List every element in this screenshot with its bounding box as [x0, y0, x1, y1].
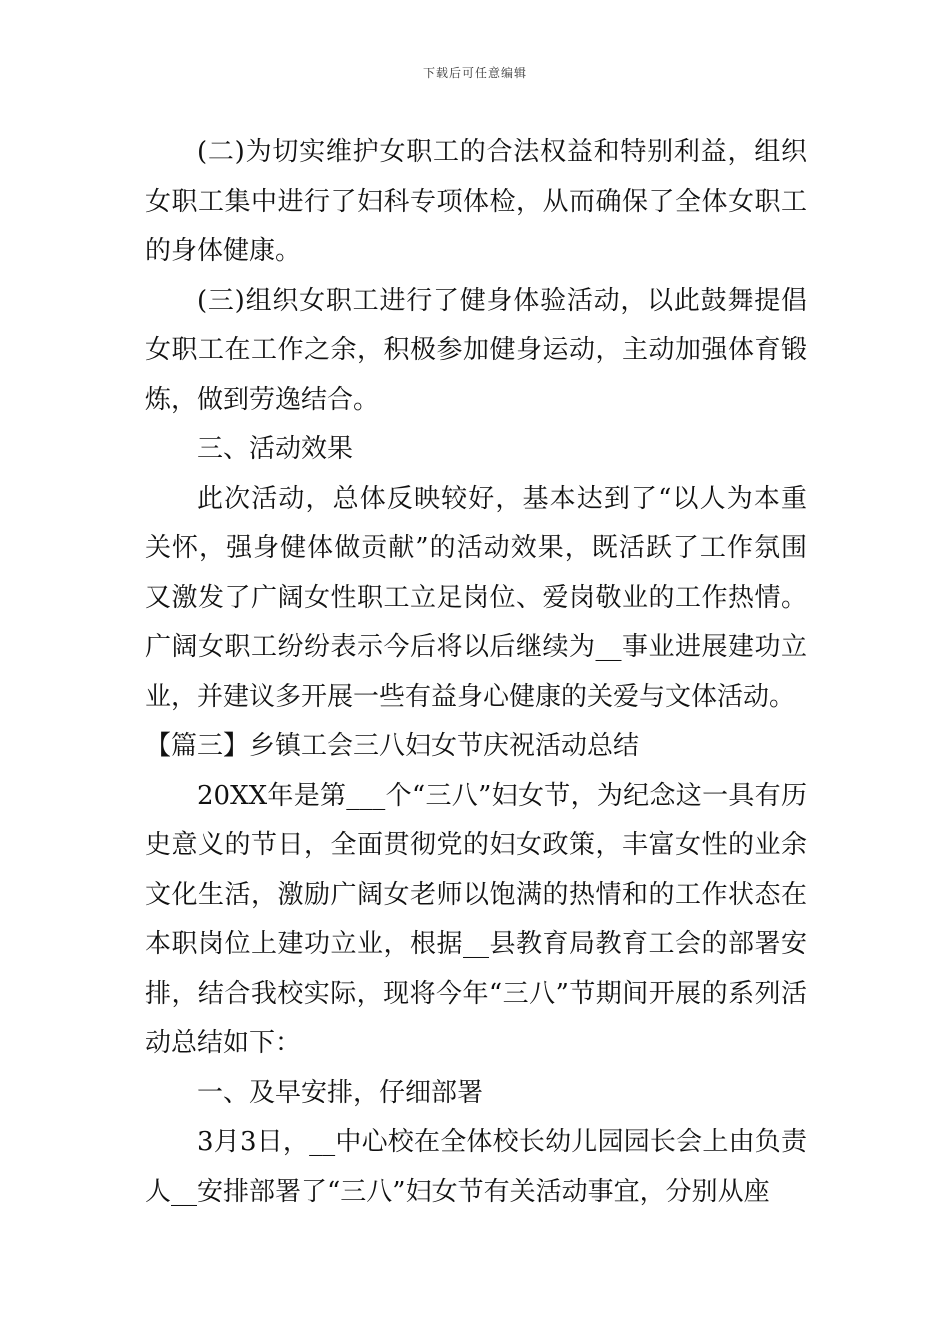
paragraph-march-meeting: 3月3日，__中心校在全体校长幼儿园园长会上由负责人__安排部署了“三八”妇女节有关活动事宜，分别从座 [145, 1127, 807, 1207]
paragraph-women-health-checkup: (二)为切实维护女职工的合法权益和特别利益，组织女职工集中进行了妇科专项体检，从而确保了全体女职工的身体健康。 [145, 137, 807, 266]
paragraph-intro: 20XX年是第___个“三八”妇女节，为纪念这一具有历史意义的节日，全面贯彻党的妇女政策，丰富女性的业余文化生活，激励广阔女老师以饱满的热情和的工作状态在本职岗位上建功立业，根据__县教育局教育工会的部署安排，结合我校实际，现将今年“三八”节期间开展的系列活动总结如下： [145, 780, 807, 1058]
document-body [145, 128, 807, 1217]
article-title-part-three: 【篇三】乡镇工会三八妇女节庆祝活动总结 [145, 731, 640, 761]
section-heading-early-arrangement: 一、及早安排，仔细部署 [197, 1077, 484, 1108]
page-header: 下载后可任意编辑 [422, 66, 527, 80]
paragraph-activity-effect: 此次活动，总体反映较好，基本达到了“以人为本重关怀，强身健体做贡献”的活动效果，既活跃了工作氛围又激发了广阔女性职工立足岗位、爱岗敬业的工作热情。广阔女职工纷纷表示今后将以后继续为__事业进展建功立业，并建议多开展一些有益身心健康的关爱与文体活动。 [145, 483, 807, 712]
section-heading-activity-effect: 三、活动效果 [197, 434, 354, 464]
paragraph-fitness-activity: (三)组织女职工进行了健身体验活动，以此鼓舞提倡女职工在工作之余，积极参加健身运动，主动加强体育锻炼，做到劳逸结合。 [145, 285, 807, 415]
